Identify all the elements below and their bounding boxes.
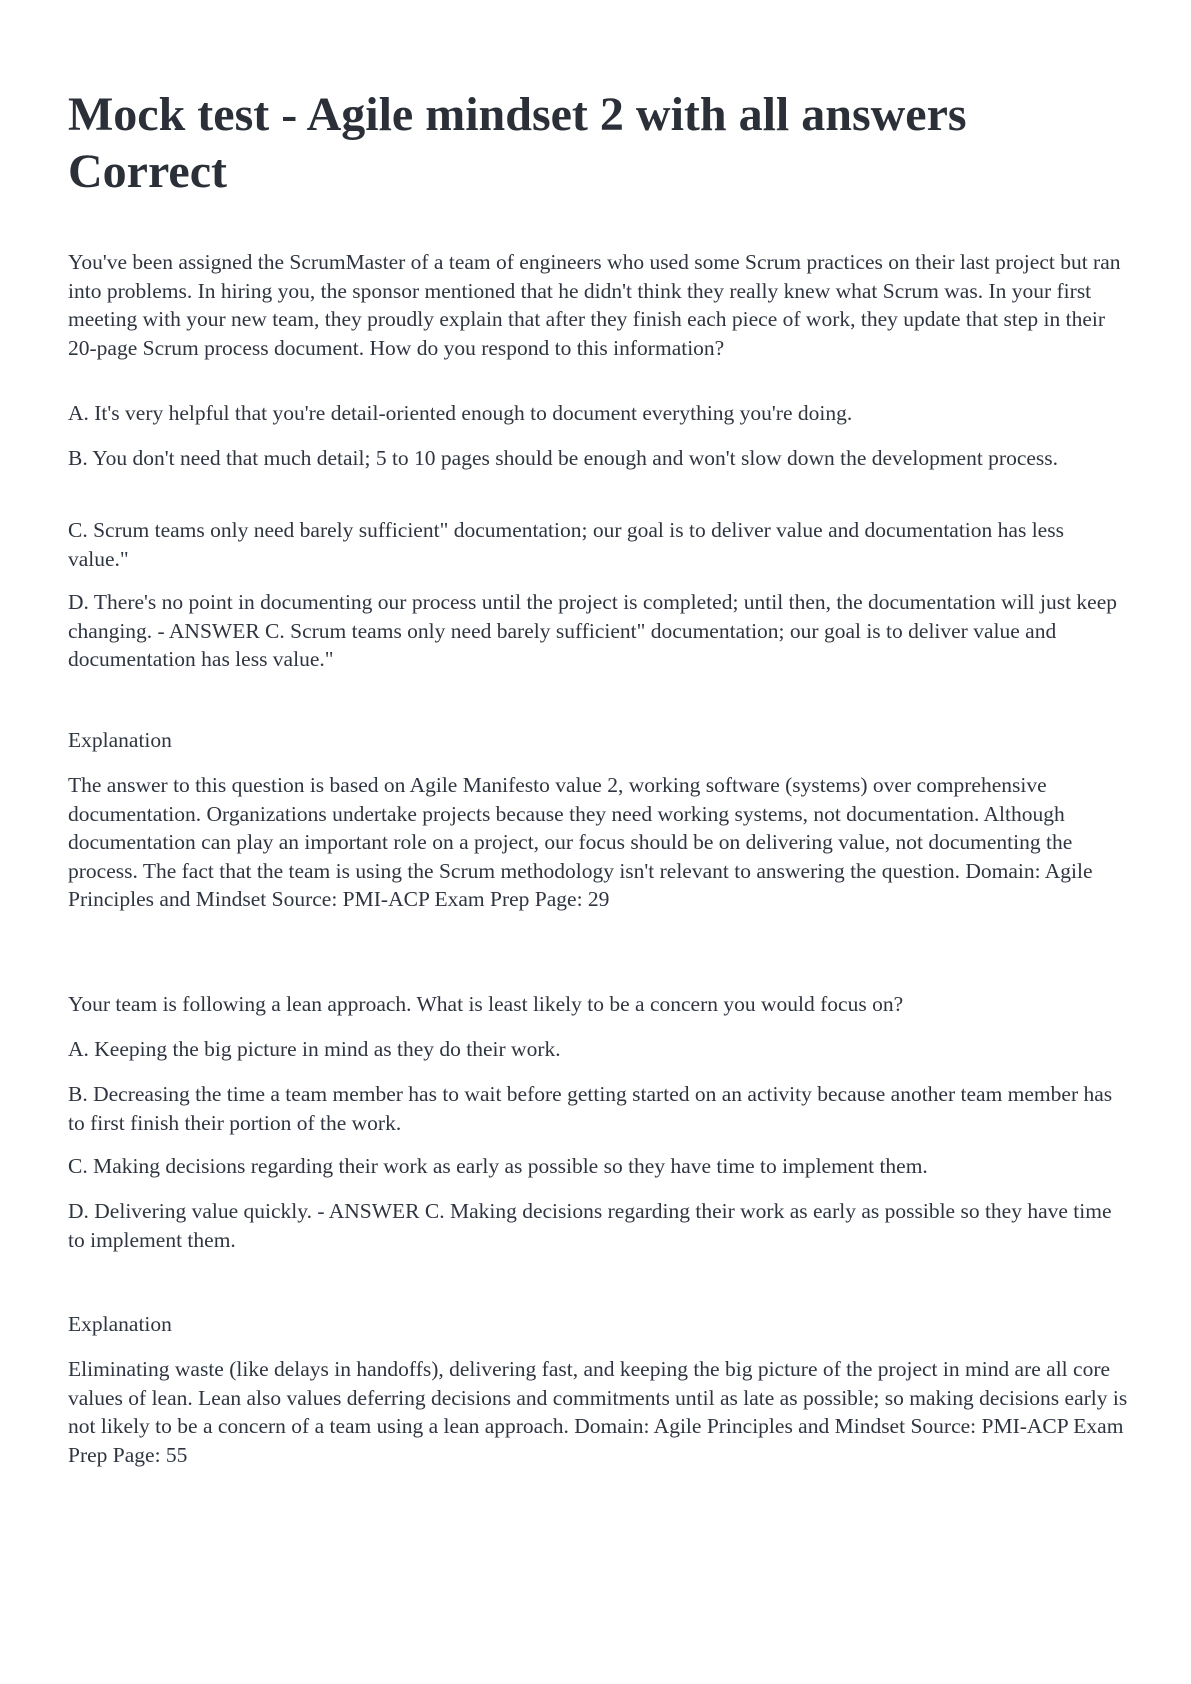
question-2-option-b: B. Decreasing the time a team member has to wait before getting started on an activity because another team member has to first finish their portion of the work. (68, 1082, 1113, 1135)
question-2-option-d: D. Delivering value quickly. - ANSWER C. Making decisions regarding their work as early as possible so they have time to implement them. (68, 1199, 1112, 1252)
document-title: Mock test - Agile mindset 2 with all answers Correct (68, 88, 967, 198)
question-1-option-a: A. It's very helpful that you're detail-oriented enough to document everything you're doing. (68, 401, 853, 425)
question-2-explanation: Eliminating waste (like delays in handoffs), delivering fast, and keeping the big picture of the project in mind are all core values of lean. Lean also values deferring decisions and commitments until as late as possible; so making decisions early is not likely to be a concern of a team using a lean approach. Domain: Agile Principles and Mindset Source: PMI-ACP Exam Prep Page: 55 (68, 1357, 1128, 1467)
question-1-option-d: D. There's no point in documenting our process until the project is completed; until then, the documentation will just keep changing. - ANSWER C. Scrum teams only need barely sufficient" documentation; our goal is to deliver value and documentation has less value." (68, 590, 1118, 671)
question-2-text: Your team is following a lean approach. What is least likely to be a concern you would focus on? (68, 992, 904, 1016)
question-2-option-c: C. Making decisions regarding their work as early as possible so they have time to implement them. (68, 1154, 928, 1178)
question-1-text: You've been assigned the ScrumMaster of a team of engineers who used some Scrum practices on their last project but ran into problems. In hiring you, the sponsor mentioned that he didn't think they really knew what Scrum was. In your first meeting with your new team, they proudly explain that after they finish each piece of work, they update that step in their 20-page Scrum process document. How do you respond to this information? (68, 250, 1121, 360)
question-2-explanation-heading: Explanation (68, 1312, 172, 1336)
question-1-explanation-heading: Explanation (68, 728, 172, 752)
question-2-option-a: A. Keeping the big picture in mind as they do their work. (68, 1037, 561, 1061)
question-1-explanation: The answer to this question is based on Agile Manifesto value 2, working software (systems) over comprehensive documentation. Organizations undertake projects because they need working systems, not documentation. Although documentation can play an important role on a project, our focus should be on delivering value, not documenting the process. The fact that the team is using the Scrum methodology isn't relevant to answering the question. Domain: Agile Principles and Mindset Source: PMI-ACP Exam Prep Page: 29 (68, 773, 1093, 911)
question-1-option-c: C. Scrum teams only need barely sufficient" documentation; our goal is to deliver value and documentation has less value." (68, 518, 1064, 571)
question-1-option-b: B. You don't need that much detail; 5 to 10 pages should be enough and won't slow down the development process. (68, 446, 1059, 470)
